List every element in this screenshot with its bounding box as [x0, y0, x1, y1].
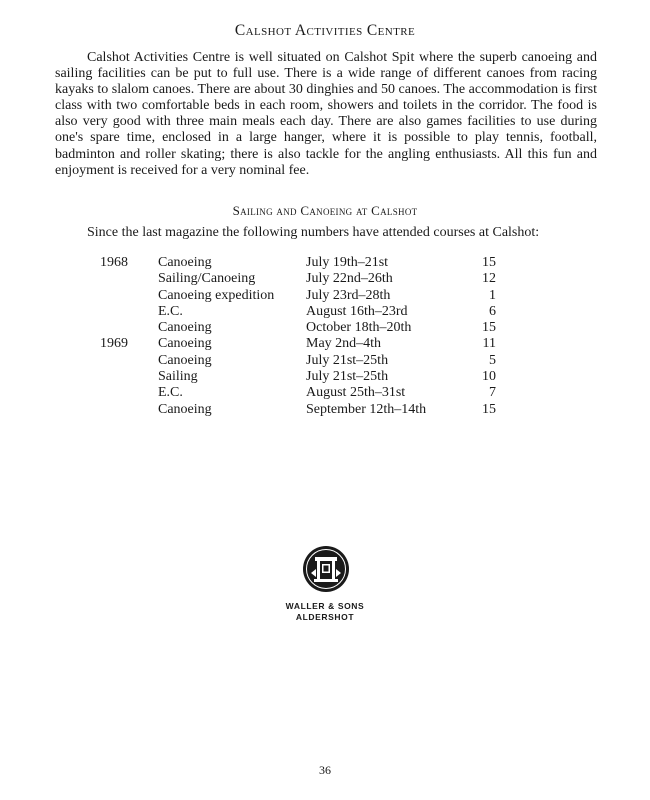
course-dates: July 23rd–28th: [306, 287, 391, 303]
course-count: 5: [489, 352, 496, 368]
course-dates: August 25th–31st: [306, 385, 406, 401]
table-row: [100, 336, 496, 352]
course-year: [100, 304, 158, 320]
course-dates: August 16th–23rd: [306, 303, 408, 319]
course-activity: Canoeing: [158, 255, 212, 270]
course-count: 10: [482, 369, 496, 385]
printer-location: ALDERSHOT: [295, 612, 355, 622]
course-dates: July 21st–25th: [306, 369, 389, 385]
course-year: 1968: [100, 255, 128, 270]
course-count: 15: [482, 401, 496, 417]
course-activity: Canoeing: [158, 401, 212, 417]
course-year: [100, 353, 158, 369]
course-dates: July 19th–21st: [306, 255, 389, 270]
course-year: [100, 385, 158, 401]
course-activity: Canoeing: [158, 336, 212, 352]
table-row: [100, 402, 496, 418]
table-row: [100, 304, 496, 320]
printer-logo-icon: [302, 545, 350, 593]
course-activity: Sailing: [158, 369, 198, 385]
course-year: [100, 402, 158, 418]
table-row: [100, 385, 496, 401]
printer-name: WALLER & SONS: [285, 601, 365, 611]
course-year: [100, 369, 158, 385]
courses-table: [100, 255, 496, 418]
course-year: [100, 320, 158, 336]
course-dates: July 21st–25th: [306, 352, 389, 368]
course-activity: Canoeing: [158, 320, 212, 336]
course-year: [100, 271, 158, 287]
course-activity: E.C.: [158, 303, 183, 319]
course-count: 7: [489, 385, 496, 401]
course-count: 6: [489, 303, 496, 319]
course-count: 15: [482, 255, 496, 270]
table-row: [100, 288, 496, 304]
page-number: 36: [319, 763, 331, 777]
table-row: [100, 255, 496, 271]
section-intro-paragraph: Since the last magazine the following numbers have attended courses at Calshot:: [87, 225, 540, 240]
course-dates: July 22nd–26th: [306, 271, 393, 287]
course-activity: Sailing/Canoeing: [158, 271, 256, 287]
course-count: 12: [482, 271, 496, 287]
course-activity: Canoeing: [158, 352, 212, 368]
course-dates: October 18th–20th: [306, 320, 412, 336]
course-year: [100, 288, 158, 304]
table-row: [100, 271, 496, 287]
printer-imprint: [0, 601, 650, 623]
course-year: 1969: [100, 336, 128, 352]
course-count: 15: [482, 320, 496, 336]
page-title: Calshot Activities Centre: [234, 22, 416, 39]
course-activity: Canoeing expedition: [158, 287, 275, 303]
course-dates: May 2nd–4th: [306, 336, 382, 352]
course-activity: E.C.: [158, 385, 183, 401]
course-count: 11: [482, 336, 496, 352]
table-row: [100, 353, 496, 369]
course-dates: September 12th–14th: [306, 401, 427, 417]
table-row: [100, 369, 496, 385]
section-heading: Sailing and Canoeing at Calshot: [232, 203, 418, 218]
course-count: 1: [489, 287, 496, 303]
intro-paragraph: Calshot Activities Centre is well situated on Calshot Spit where the superb canoeing and sailing facilities can be put to full use. There is a wide range of different canoes from racing kayaks to slalom canoes. There are about 30 dinghies and 50 canoes. The accommodation is first class with two comfortable beds in each room, showers and toilets in the corridor. The food is also very good with three main meals each day. There are also games facilities to use during one's spare time, enclosed in a large hanger, where it is possible to play tennis, football, badminton and roller skating; there is also tackle for the angling enthusiasts. All this fun and enjoyment is received for a very nominal fee.: [55, 50, 597, 178]
table-row: [100, 320, 496, 336]
